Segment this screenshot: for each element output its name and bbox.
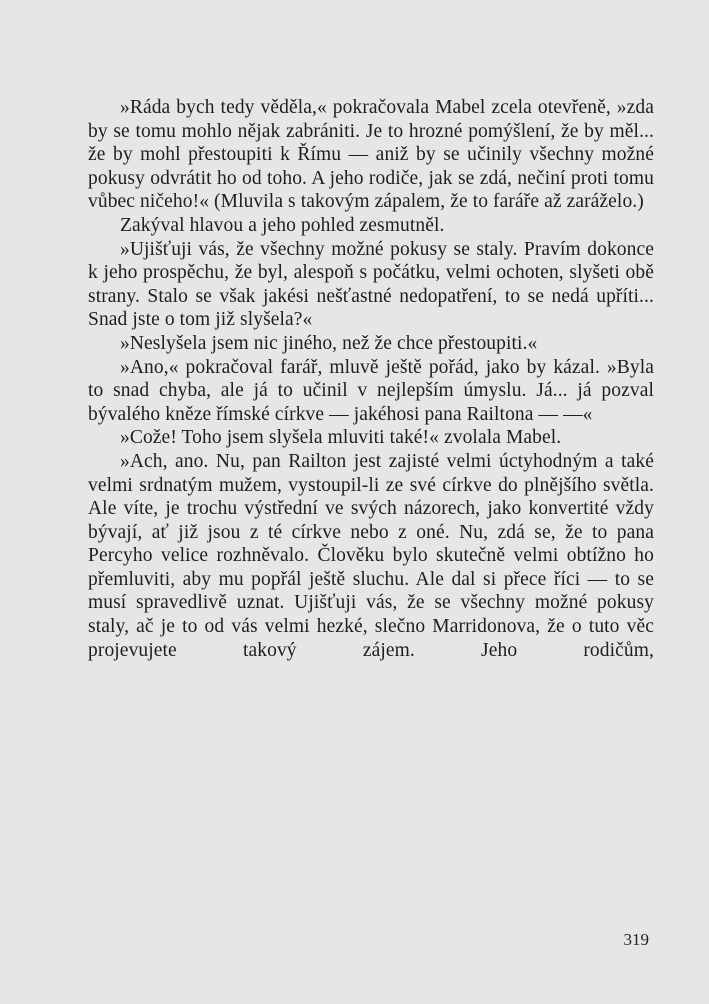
paragraph: »Ach, ano. Nu, pan Railton jest zajisté velmi úctyhodným a také velmi srdnatým mužem, vystoupil-li ze své církve do plnějšího světla. Ale víte, je trochu výstřední ve svých názorech, jako konvertité vždy bývají, ať již jsou z té církve nebo z oné. Nu, zdá se, že to pana Percyho velice rozhněvalo. Člověku bylo skutečně velmi obtížno ho přemluviti, aby mu popřál ještě sluchu. Ale dal si přece říci — to se musí spravedlivě uznat. Ujišťuji vás, že se všechny možné pokusy staly, ač je to od vás velmi hezké, slečno Marridonova, že o tuto věc projevujete takový zájem. Jeho rodičům,	[88, 450, 654, 661]
page-number: 319	[623, 930, 649, 949]
paragraph: »Ujišťuji vás, že všechny možné pokusy se staly. Pravím dokonce k jeho prospěchu, že byl, alespoň s počátku, velmi ochoten, slyšeti obě strany. Stalo se však jakési nešťastné nedopatření, to se nedá upříti... Snad jste o tom již slyšela?«	[88, 238, 654, 331]
paragraph: Zakýval hlavou a jeho pohled zesmutněl.	[120, 214, 445, 236]
paragraph: »Ano,« pokračoval farář, mluvě ještě pořád, jako by kázal. »Byla to snad chyba, ale já to učinil v nejlepším úmyslu. Já... já pozval bývalého kněze římské církve — jakéhosi pana Railtona — —«	[88, 356, 654, 425]
paragraph: »Neslyšela jsem nic jiného, než že chce přestoupiti.«	[120, 332, 538, 354]
paragraph: »Cože! Toho jsem slyšela mluviti také!« zvolala Mabel.	[120, 427, 562, 449]
body-text	[88, 96, 654, 662]
paragraph: »Ráda bych tedy věděla,« pokračovala Mabel zcela otevřeně, »zda by se tomu mohlo nějak zabrániti. Je to hrozné pomýšlení, že by měl... že by mohl přestoupiti k Římu — aniž by se učinily všechny možné pokusy odvrátit ho od toho. A jeho rodiče, jak se zdá, nečiní proti tomu vůbec ničeho!« (Mluvila s takovým zápalem, že to faráře až zaráželo.)	[88, 97, 654, 213]
